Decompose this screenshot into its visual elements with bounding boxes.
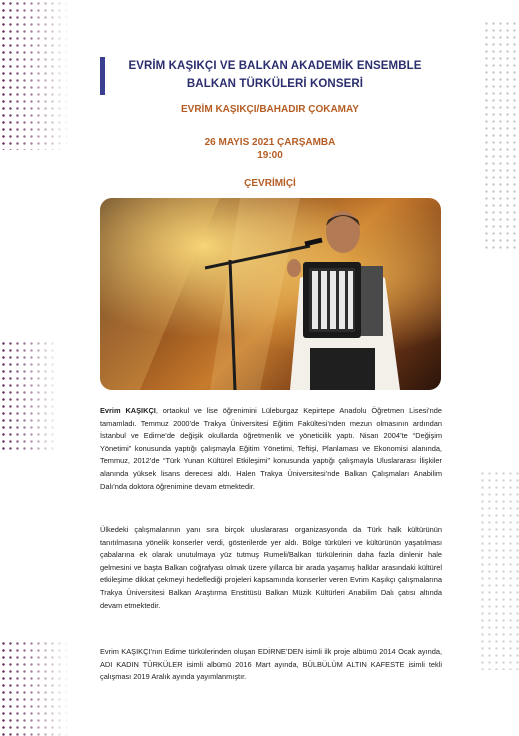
decorative-dots xyxy=(479,470,519,670)
bio-paragraph-2: Ülkedeki çalışmalarının yanı sıra birçok uluslararası organizasyonda da Türk halk kültürünün tanıtılmasına yönelik konserler verdi, gösterilerde yer aldı. Bölge türküleri ve kültürünün yaşatılması çabalarına ek olarak unutulmaya yüz tutmuş Rumeli/Balkan türkülerinin daha fazla dinlenir hale gelmesini ve başta Balkan coğrafyası olmak üzere yıllarca bir arada yaşamış halklar arasındaki kültürel etkileşime dikkat çekmeyi hedeflediği projeleri kapsamında konserler veren Evrim Kaşıkçı çalışmalarına Trakya Üniversitesi Balkan Araştırma Enstitüsü Balkan Müzik Kültürleri Anabilim Dalı çatısı altında devam etmektedir. xyxy=(100,525,442,610)
performer-illustration xyxy=(100,198,441,390)
event-title-line2: BALKAN TÜRKÜLERİ KONSERİ xyxy=(186,78,364,90)
performer-photo xyxy=(100,198,441,390)
performers: EVRİM KAŞIKÇI/BAHADIR ÇOKAMAY xyxy=(181,104,359,115)
event-title xyxy=(110,57,440,93)
bio-paragraph-3: Evrim KAŞIKÇI’nın Edirne türkülerinden oluşan EDİRNE’DEN isimli ilk proje albümü 2014 Ocak ayında, ADI KADIN TÜRKÜLER isimli albümü 2016 Mart ayında, BÜLBÜLÜM ALTIN KAFESTE isimli tekli çalışması 2019 Aralık ayında yayımlanmıştır. xyxy=(100,647,442,682)
event-time: 19:00 xyxy=(257,150,283,161)
decorative-dots xyxy=(483,20,519,250)
bio-paragraph-1 xyxy=(100,405,442,493)
decorative-dots xyxy=(0,0,70,150)
bio-name: Evrim KAŞIKÇI xyxy=(100,406,156,415)
event-format: ÇEVRİMİÇİ xyxy=(244,178,296,189)
bio-paragraph-1-text: , ortaokul ve lise öğrenimini Lüleburgaz Kepirtepe Anadolu Öğretmen Lisesi’nde tamamladı. Temmuz 2000’de Trakya Üniversitesi Eğitim Fakültesi’nden mezun olmasının ardından İstanbul ve Edirne’de değişik okullarda öğretmenlik ve yöneticilik yaptı. Nisan 2004’te “Değişim Yönetimi” konusunda yaptığı çalışmayla Eğitim Yönetimi, Teftişi, Planlaması ve Ekonomisi alanında, Temmuz, 2012’de “Türk Yunan Kültürel Etkileşimi” konusunda yaptığı çalışmayla Uluslararası İlişkiler alanında yüksek lisans derecesi aldı. Halen Trakya Üniversitesi’nde Balkan Çalışmaları Anabilim Dalı’nda doktora öğrenimine devam etmektedir. xyxy=(100,406,442,491)
decorative-dots xyxy=(0,640,70,736)
title-accent-bar xyxy=(100,57,105,95)
event-date: 26 MAYIS 2021 ÇARŞAMBA xyxy=(204,137,336,148)
event-title-line1: EVRİM KAŞIKÇI VE BALKAN AKADEMİK ENSEMBLE xyxy=(128,60,422,72)
decorative-dots xyxy=(0,340,60,450)
